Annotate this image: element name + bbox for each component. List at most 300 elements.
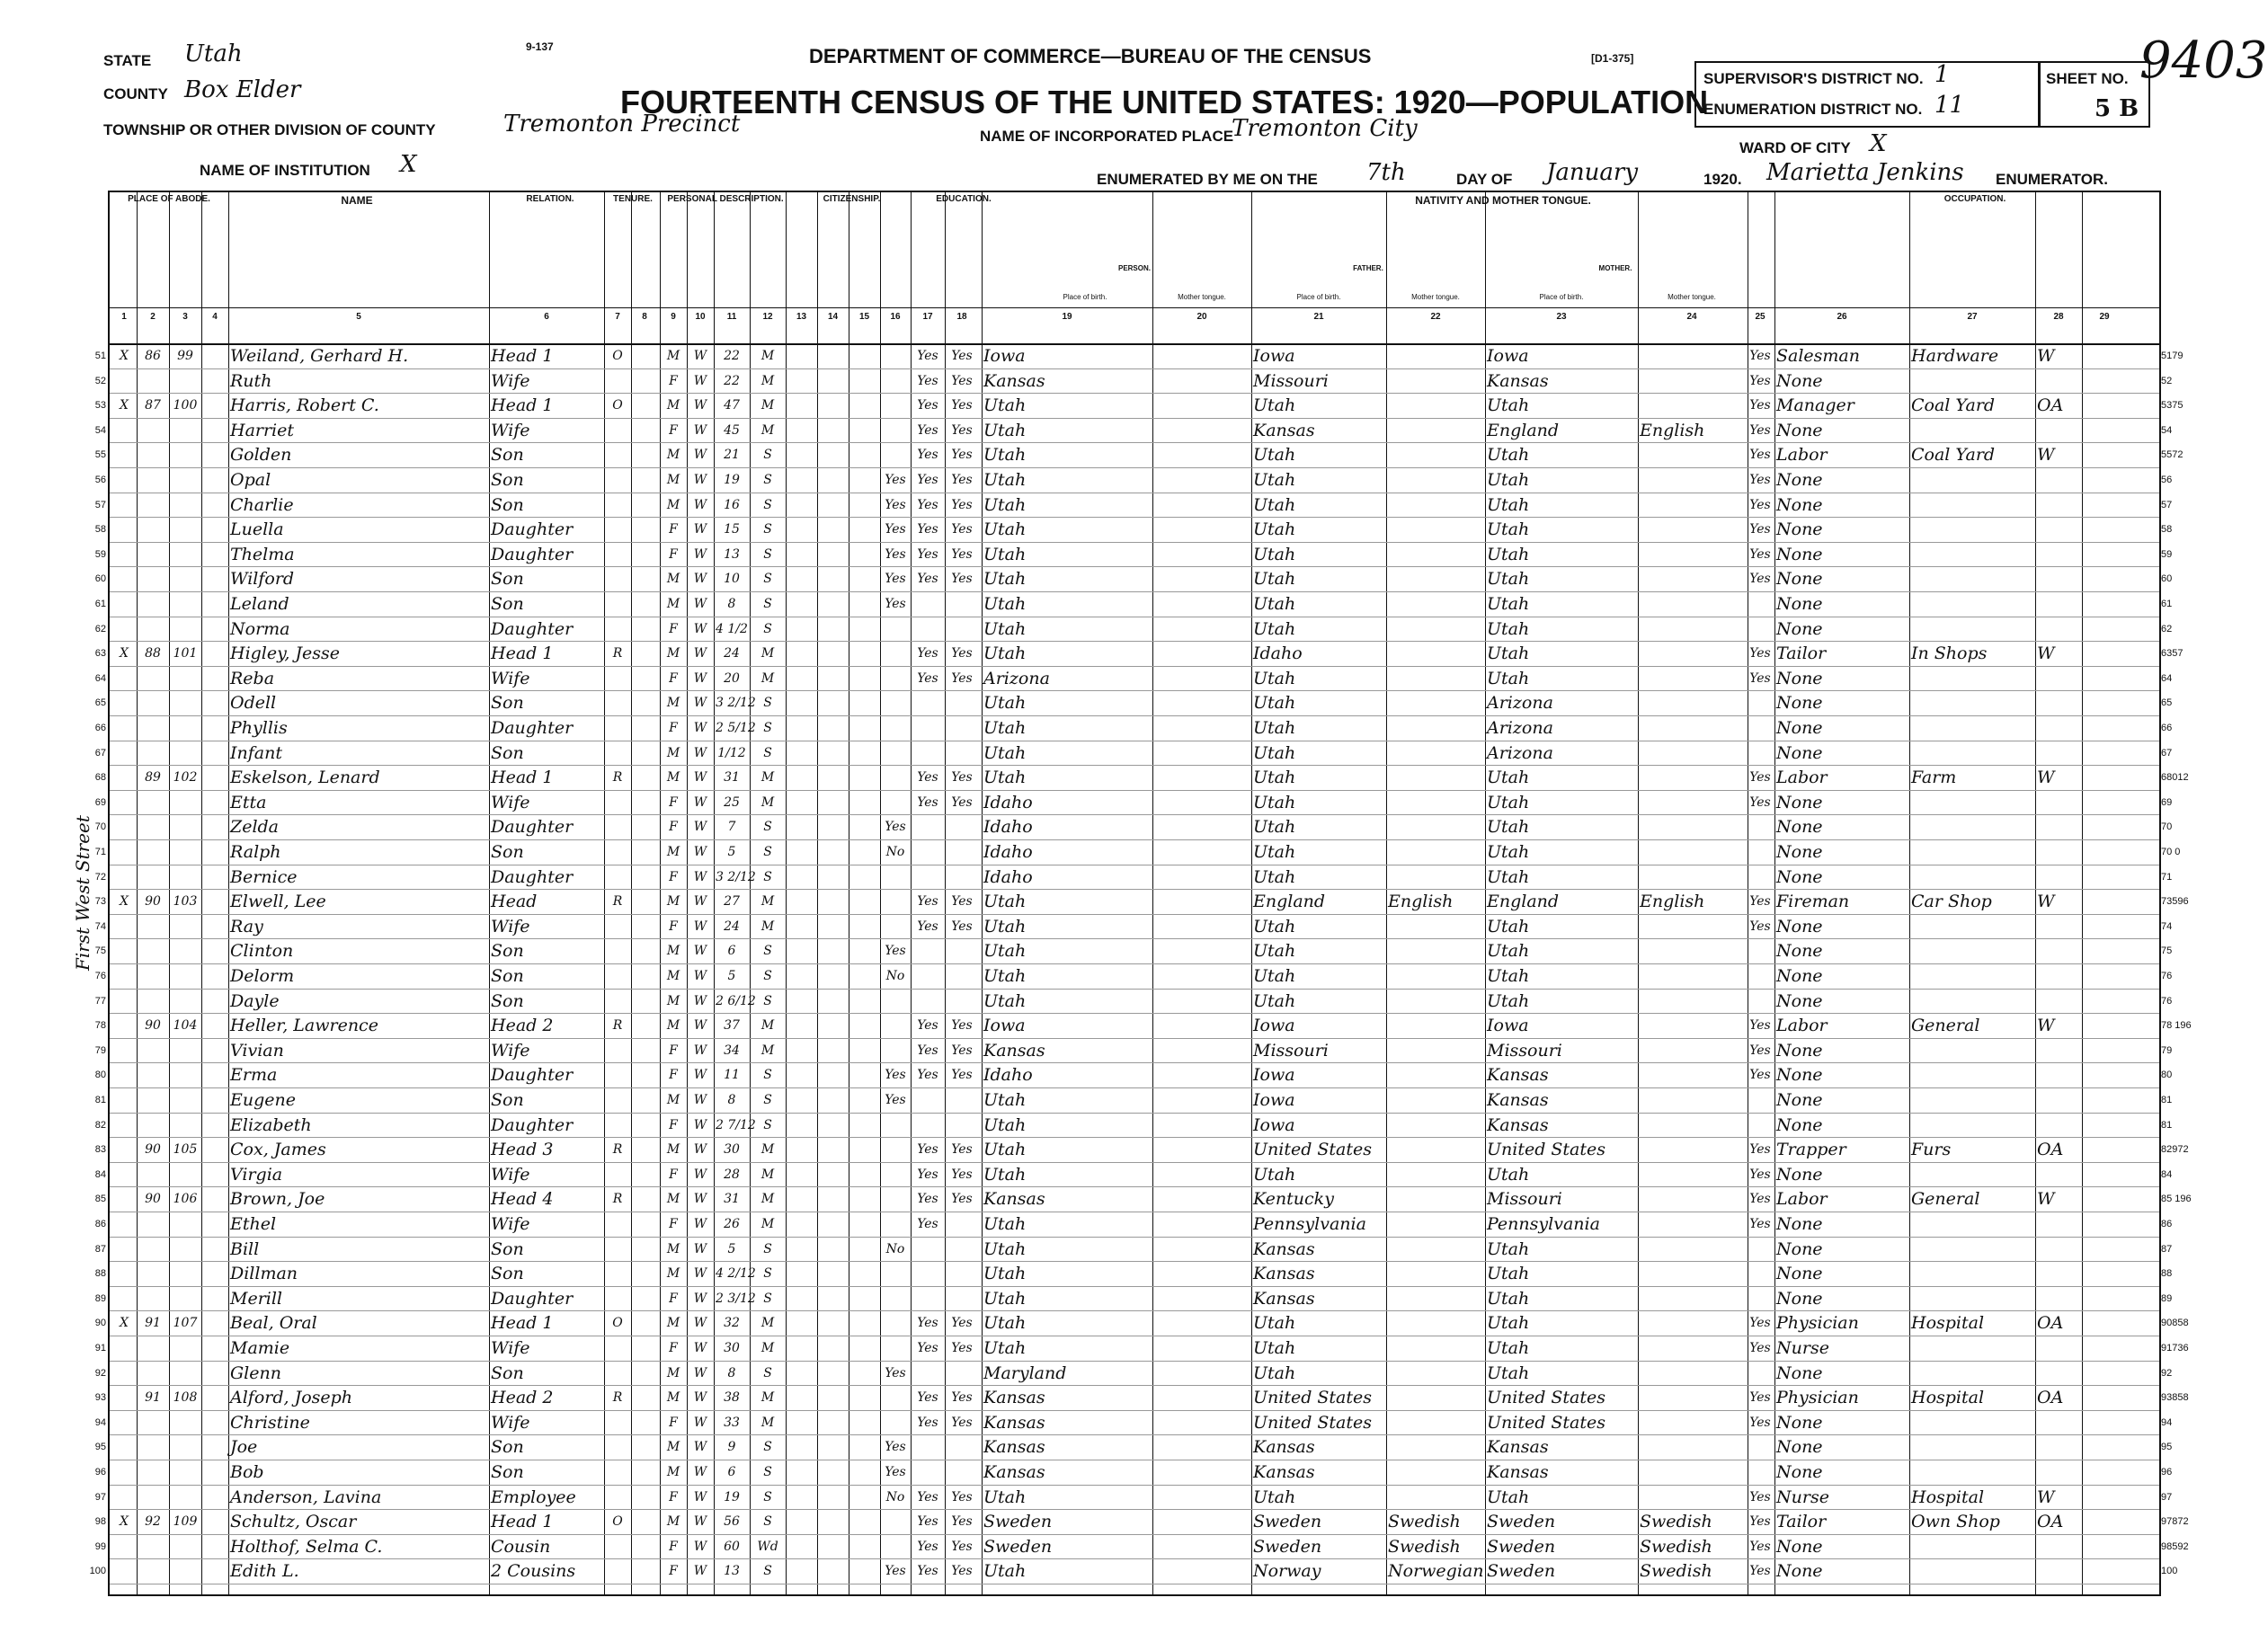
cell-pob: Utah [983, 1140, 1027, 1160]
cell-age: 2 7/12 [716, 1117, 756, 1132]
cell-marital: S [763, 969, 772, 983]
cell-age: 21 [724, 448, 740, 463]
table-row [94, 692, 2173, 716]
cell-sex: F [669, 919, 678, 934]
cell-family: 100 [173, 398, 198, 413]
cell-marital: S [763, 869, 772, 884]
cell-m-pob: Kansas [1487, 1462, 1549, 1482]
cell-read: Yes [917, 1217, 938, 1231]
column-number: 2 [150, 312, 156, 322]
right-margin-number: 87 [2161, 1243, 2173, 1255]
cell-name: Bob [230, 1462, 264, 1482]
line-number: 92 [94, 1367, 106, 1379]
table-row [94, 494, 2173, 519]
cell-m-pob: Missouri [1487, 1189, 1562, 1210]
cell-race: W [693, 944, 707, 959]
cell-age: 19 [724, 1489, 740, 1505]
cell-relation: Son [491, 1238, 524, 1259]
cell-f-pob: Utah [1253, 941, 1296, 962]
right-margin-number: 5375 [2161, 400, 2184, 412]
cell-school: Yes [885, 1093, 906, 1107]
cell-read: Yes [917, 572, 938, 587]
line-number: 95 [94, 1442, 106, 1453]
cell-english: Yes [1749, 770, 1771, 786]
cell-relation: Son [491, 1437, 524, 1458]
line-number: 68 [94, 772, 106, 784]
right-margin-number: 84 [2161, 1168, 2173, 1180]
cell-sex: M [666, 1365, 680, 1380]
table-row [94, 1238, 2173, 1263]
column-number: 11 [726, 312, 737, 322]
cell-m-pob: Utah [1487, 544, 1530, 564]
right-margin-number: 58 [2161, 524, 2173, 536]
cell-class: OA [2037, 395, 2064, 416]
cell-street: X [120, 1316, 129, 1331]
cell-f-pob: Pennsylvania [1253, 1214, 1366, 1234]
cell-m-pob: England [1487, 892, 1560, 912]
cell-pob: Utah [983, 941, 1027, 962]
table-row [94, 1089, 2173, 1114]
cell-race: W [693, 621, 707, 636]
right-margin-number: 89 [2161, 1292, 2173, 1304]
cell-pob: Utah [983, 1338, 1027, 1358]
cell-name: Phyllis [230, 718, 288, 738]
cell-age: 22 [724, 349, 740, 363]
cell-name: Harris, Robert C. [230, 395, 379, 416]
table-row [94, 469, 2173, 493]
right-margin-number: 68012 [2161, 772, 2189, 784]
right-margin-number: 74 [2161, 920, 2173, 932]
cell-class: W [2037, 445, 2055, 466]
cell-industry: Hardware [1911, 346, 1999, 366]
cell-m-pob: Utah [1487, 445, 1530, 466]
cell-write: Yes [951, 422, 973, 438]
cell-name: Ruth [230, 370, 272, 391]
cell-f-pob: Utah [1253, 742, 1296, 763]
cell-f-pob: Kansas [1253, 1437, 1315, 1458]
cell-name: Leland [230, 594, 289, 614]
cell-f-pob: Iowa [1253, 346, 1295, 366]
line-number: 81 [94, 1095, 106, 1105]
cell-race: W [693, 1415, 707, 1430]
cell-english: Yes [1749, 1539, 1771, 1554]
cell-m-pob: United States [1487, 1140, 1606, 1160]
cell-pob: Utah [983, 569, 1027, 590]
cell-pob: Utah [983, 445, 1027, 466]
sub-mother-tongue: Mother tongue. [1668, 293, 1716, 301]
cell-f-pob: Iowa [1253, 1065, 1295, 1086]
cell-english: Yes [1749, 670, 1771, 686]
cell-age: 38 [724, 1390, 740, 1406]
cell-f-pob: Iowa [1253, 1090, 1295, 1110]
cell-english: Yes [1749, 1415, 1771, 1430]
cell-name: Higley, Jesse [230, 644, 341, 664]
cell-age: 19 [724, 473, 740, 487]
table-row [94, 1188, 2192, 1212]
column-number: 3 [182, 312, 188, 322]
cell-age: 3 2/12 [716, 696, 756, 711]
cell-sex: M [666, 1390, 680, 1406]
cell-age: 10 [724, 572, 740, 587]
cell-f-pob: Utah [1253, 594, 1296, 614]
right-margin-number: 56 [2161, 475, 2173, 485]
cell-industry: Furs [1911, 1140, 1952, 1160]
cell-marital: S [763, 1564, 772, 1579]
line-number: 56 [94, 475, 106, 485]
cell-m-pob: Utah [1487, 668, 1530, 688]
cell-sex: F [669, 1068, 678, 1083]
cell-sex: F [669, 373, 678, 388]
incorporated-label: NAME OF INCORPORATED PLACE [980, 128, 1234, 145]
right-margin-number: 54 [2161, 424, 2173, 436]
cell-relation: Son [491, 569, 524, 590]
cell-name: Thelma [230, 544, 295, 564]
cell-age: 24 [724, 646, 740, 661]
cell-marital: M [760, 1043, 775, 1058]
cell-trade: Nurse [1776, 1338, 1829, 1358]
cell-name: Golden [230, 445, 292, 466]
line-number: 87 [94, 1243, 106, 1255]
cell-pob: Idaho [983, 817, 1033, 838]
cell-race: W [693, 993, 707, 1008]
cell-relation: Cousin [491, 1536, 551, 1557]
cell-m-pob: Utah [1487, 990, 1530, 1011]
cell-english: Yes [1749, 546, 1771, 562]
cell-name: Weiland, Gerhard H. [230, 346, 409, 366]
cell-family: 103 [173, 894, 198, 910]
cell-industry: Hospital [1911, 1313, 1985, 1334]
cell-industry: Hospital [1911, 1487, 1985, 1507]
line-number: 90 [94, 1318, 106, 1329]
cell-sex: M [666, 572, 680, 587]
cell-pob: Utah [983, 916, 1027, 936]
column-number: 17 [922, 312, 933, 322]
cell-read: Yes [917, 1489, 938, 1505]
cell-race: W [693, 1316, 707, 1331]
cell-street: X [120, 894, 129, 910]
column-number: 24 [1686, 312, 1697, 322]
column-number: 4 [212, 312, 218, 322]
cell-marital: M [760, 373, 775, 388]
cell-m-pob: Utah [1487, 966, 1530, 986]
cell-write: Yes [951, 373, 973, 388]
cell-trade: None [1776, 1536, 1823, 1557]
cell-class: W [2037, 768, 2055, 788]
cell-age: 8 [727, 1093, 736, 1107]
department-heading: DEPARTMENT OF COMMERCE—BUREAU OF THE CENSUS [809, 45, 1372, 67]
cell-trade: Trapper [1776, 1140, 1846, 1160]
cell-relation: Son [491, 1090, 524, 1110]
cell-sex: F [669, 869, 678, 884]
cell-relation: Daughter [491, 1114, 574, 1135]
right-margin-number: 98592 [2161, 1540, 2189, 1552]
right-margin-number: 65 [2161, 697, 2173, 709]
cell-pob: Maryland [983, 1363, 1067, 1383]
cell-industry: Own Shop [1911, 1512, 2000, 1532]
cell-english: Yes [1749, 349, 1771, 363]
cell-m-pob: Utah [1487, 842, 1530, 862]
sub-person-tongue: Mother tongue. [1178, 293, 1226, 301]
cell-race: W [693, 820, 707, 835]
cell-write: Yes [951, 1142, 973, 1158]
cell-sex: F [669, 820, 678, 835]
group-nativity: NATIVITY AND MOTHER TONGUE. [1415, 194, 1591, 207]
month-value: January [1546, 159, 1639, 186]
cell-m-pob: Utah [1487, 1264, 1530, 1284]
cell-name: Eskelson, Lenard [230, 768, 380, 788]
cell-pob: Kansas [983, 370, 1045, 391]
cell-relation: Head 2 [491, 1388, 554, 1408]
right-margin-number: 97872 [2161, 1516, 2189, 1528]
cell-english: Yes [1749, 1018, 1771, 1034]
cell-trade: None [1776, 1561, 1823, 1582]
table-row [94, 1412, 2173, 1436]
line-number: 100 [89, 1566, 106, 1577]
cell-f-pob: Utah [1253, 1164, 1296, 1185]
cell-race: W [693, 721, 707, 735]
day-value: 7th [1366, 159, 1406, 186]
cell-sex: F [669, 1043, 678, 1058]
line-number: 93 [94, 1392, 106, 1404]
cell-read: Yes [917, 349, 938, 363]
cell-name: Delorm [230, 966, 295, 986]
sub-person: PERSON. [1117, 264, 1151, 272]
cell-race: W [693, 894, 707, 910]
cell-pob: Idaho [983, 842, 1033, 862]
cell-house: 88 [145, 646, 161, 661]
table-row [94, 841, 2181, 865]
cell-f-pob: Iowa [1253, 1016, 1295, 1036]
cell-sex: M [666, 448, 680, 463]
cell-pob: Utah [983, 618, 1027, 639]
cell-school: Yes [885, 1465, 906, 1479]
cell-name: Erma [230, 1065, 278, 1086]
column-number: 6 [544, 312, 549, 322]
cell-relation: 2 Cousins [491, 1561, 576, 1582]
cell-race: W [693, 1068, 707, 1083]
cell-sex: M [666, 349, 680, 363]
cell-english: Yes [1749, 1489, 1771, 1505]
cell-f-tongue: English [1388, 892, 1454, 912]
cell-sex: F [669, 1415, 678, 1430]
cell-m-pob: Utah [1487, 1238, 1530, 1259]
line-number: 57 [94, 499, 106, 510]
table-row [89, 1560, 2178, 1584]
cell-marital: M [760, 1217, 775, 1231]
cell-relation: Employee [491, 1487, 576, 1507]
cell-write: Yes [951, 670, 973, 686]
incorporated-value: Tremonton City [1232, 115, 1418, 142]
cell-write: Yes [951, 794, 973, 810]
cell-pob: Kansas [983, 1437, 1045, 1458]
cell-english: Yes [1749, 398, 1771, 413]
sub-father-pob: Place of birth. [1296, 293, 1341, 301]
right-margin-number: 5179 [2161, 351, 2184, 361]
margin-note: First West Street [72, 815, 93, 971]
cell-school: Yes [885, 1440, 906, 1455]
cell-pob: Iowa [983, 346, 1026, 366]
township-label: TOWNSHIP OR OTHER DIVISION OF COUNTY [103, 121, 436, 138]
cell-sex: M [666, 1142, 680, 1158]
cell-read: Yes [917, 894, 938, 910]
cell-pob: Utah [983, 420, 1027, 440]
cell-marital: S [763, 522, 772, 537]
cell-age: 7 [727, 820, 736, 835]
cell-relation: Head 1 [491, 644, 554, 664]
cell-name: Schultz, Oscar [230, 1512, 357, 1532]
cell-trade: None [1776, 966, 1823, 986]
table-row [94, 1064, 2173, 1088]
cell-english: Yes [1749, 1514, 1771, 1530]
right-margin-number: 78 196 [2161, 1020, 2192, 1032]
cell-write: Yes [951, 1539, 973, 1554]
year-label: 1920. [1703, 171, 1742, 188]
cell-english: Yes [1749, 1142, 1771, 1158]
cell-trade: None [1776, 866, 1823, 887]
cell-marital: M [760, 1341, 775, 1355]
cell-m-pob: Sweden [1487, 1536, 1556, 1557]
cell-trade: None [1776, 990, 1823, 1011]
cell-age: 13 [724, 1564, 740, 1579]
cell-m-pob: Utah [1487, 1487, 1530, 1507]
cell-relation: Head 1 [491, 768, 554, 788]
cell-race: W [693, 1365, 707, 1380]
cell-race: W [693, 546, 707, 562]
cell-family: 106 [173, 1192, 198, 1207]
right-margin-number: 70 0 [2161, 847, 2181, 857]
cell-write: Yes [951, 770, 973, 786]
cell-english: Yes [1749, 646, 1771, 661]
line-number: 58 [94, 524, 106, 536]
cell-f-pob: Utah [1253, 470, 1296, 490]
cell-pob: Kansas [983, 1388, 1045, 1408]
cell-name: Eugene [230, 1090, 296, 1110]
cell-age: 24 [724, 919, 740, 934]
column-number: 10 [695, 312, 706, 322]
line-number: 76 [94, 971, 106, 981]
right-margin-number: 79 [2161, 1044, 2173, 1056]
cell-race: W [693, 1093, 707, 1107]
cell-m-pob: Arizona [1487, 718, 1553, 738]
cell-school: Yes [885, 820, 906, 835]
cell-sex: M [666, 1192, 680, 1207]
cell-read: Yes [917, 646, 938, 661]
cell-age: 20 [724, 670, 740, 686]
cell-pob: Utah [983, 1238, 1027, 1259]
cell-trade: None [1776, 1437, 1823, 1458]
cell-street: X [120, 398, 129, 413]
cell-sex: M [666, 745, 680, 760]
cell-write: Yes [951, 1514, 973, 1530]
cell-trade: None [1776, 916, 1823, 936]
cell-age: 31 [724, 770, 740, 786]
cell-m-pob: Missouri [1487, 1040, 1562, 1061]
cell-pob: Idaho [983, 866, 1033, 887]
column-number: 9 [671, 312, 676, 322]
cell-race: W [693, 646, 707, 661]
cell-f-pob: Utah [1253, 1313, 1296, 1334]
cell-race: W [693, 1514, 707, 1530]
institution-value: X [400, 151, 417, 178]
right-margin-number: 86 [2161, 1219, 2173, 1229]
column-number: 12 [762, 312, 773, 322]
cell-age: 9 [727, 1440, 736, 1455]
cell-marital: M [760, 422, 775, 438]
cell-age: 15 [724, 522, 740, 537]
column-number: 22 [1430, 312, 1441, 322]
column-number: 15 [858, 312, 870, 322]
cell-trade: Physician [1776, 1313, 1859, 1334]
cell-age: 33 [724, 1415, 740, 1430]
cell-relation: Wife [491, 792, 530, 812]
cell-relation: Son [491, 990, 524, 1011]
cell-read: Yes [917, 1142, 938, 1158]
cell-tenure: R [612, 1192, 623, 1207]
table-row [94, 1015, 2192, 1039]
cell-street: X [120, 349, 129, 363]
cell-marital: S [763, 448, 772, 463]
cell-m-pob: Utah [1487, 941, 1530, 962]
cell-m-pob: Utah [1487, 569, 1530, 590]
cell-name: Ralph [230, 842, 281, 862]
supervisor-value: 1 [1934, 61, 1950, 88]
line-number: 86 [94, 1219, 106, 1229]
cell-age: 34 [724, 1043, 740, 1058]
line-number: 70 [94, 821, 106, 833]
cell-race: W [693, 1117, 707, 1132]
cell-marital: S [763, 1465, 772, 1479]
cell-trade: None [1776, 693, 1823, 714]
cell-relation: Wife [491, 1214, 530, 1234]
cell-tenure: O [612, 398, 623, 413]
cell-name: Anderson, Lavina [230, 1487, 382, 1507]
cell-write: Yes [951, 1341, 973, 1355]
cell-marital: M [760, 670, 775, 686]
cell-age: 8 [727, 597, 736, 611]
cell-pob: Utah [983, 1114, 1027, 1135]
line-number: 78 [94, 1020, 106, 1032]
line-number: 52 [94, 375, 106, 386]
cell-sex: M [666, 696, 680, 711]
line-number: 97 [94, 1491, 106, 1503]
cell-race: W [693, 1341, 707, 1355]
cell-age: 13 [724, 546, 740, 562]
cell-m-pob: Utah [1487, 817, 1530, 838]
cell-read: Yes [917, 770, 938, 786]
right-margin-number: 81 [2161, 1119, 2173, 1131]
cell-sex: M [666, 944, 680, 959]
cell-race: W [693, 572, 707, 587]
cell-marital: M [760, 1415, 775, 1430]
cell-write: Yes [951, 398, 973, 413]
form-number: 9-137 [526, 40, 554, 53]
cell-write: Yes [951, 1564, 973, 1579]
cell-marital: S [763, 621, 772, 636]
line-number: 72 [94, 871, 106, 883]
cell-trade: None [1776, 1090, 1823, 1110]
cell-relation: Daughter [491, 544, 574, 564]
cell-marital: S [763, 1068, 772, 1083]
cell-marital: M [760, 894, 775, 910]
cell-read: Yes [917, 497, 938, 512]
district-box [1694, 61, 2040, 128]
table-row [94, 990, 2173, 1015]
cell-race: W [693, 1440, 707, 1455]
sheet-label: SHEET NO. [2046, 70, 2129, 87]
cell-english: Yes [1749, 919, 1771, 934]
cell-english: Yes [1749, 1167, 1771, 1182]
cell-relation: Son [491, 742, 524, 763]
